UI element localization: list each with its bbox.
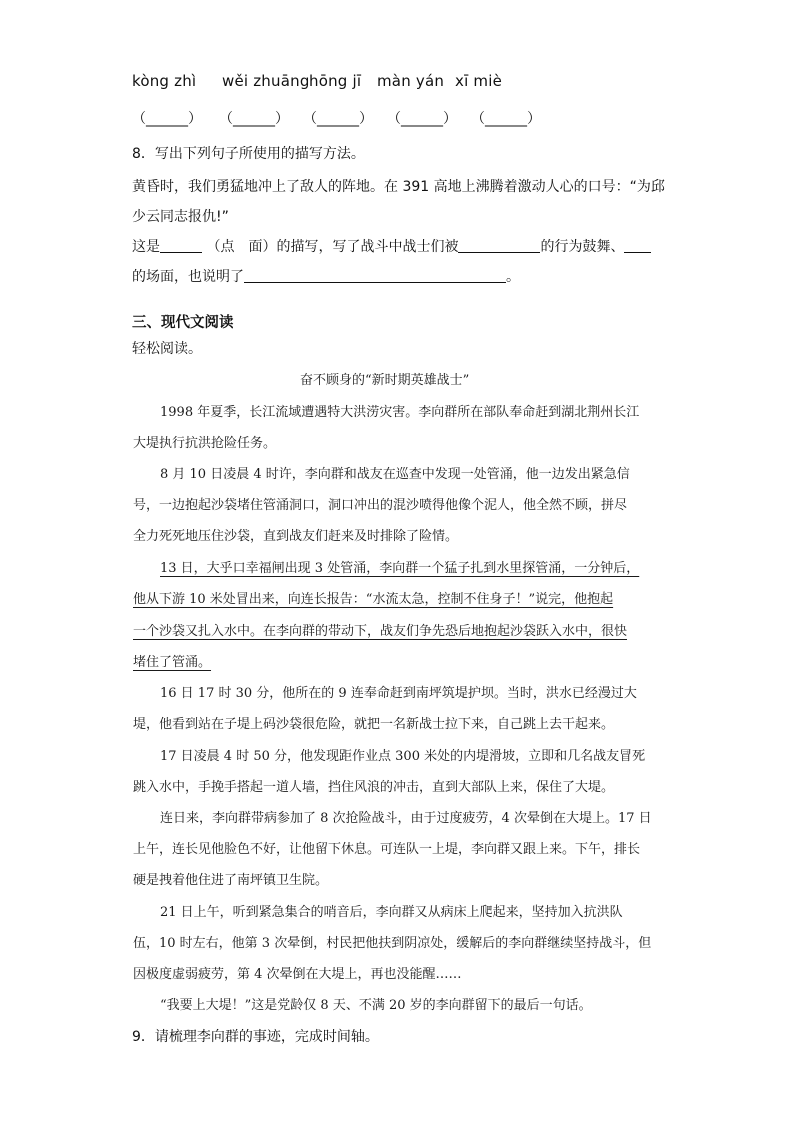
section-intro: 轻松阅读。 <box>132 341 202 357</box>
question-9-title: 9．请梳理李向群的事迹，完成时间轴。 <box>132 1029 379 1045</box>
story-line: 大堤执行抗洪抢险任务。 <box>133 436 277 451</box>
question-8-sentence-line1: 黄昏时，我们勇猛地冲上了敌人的阵地。在 391 高地上沸腾着激动人心的口号：“为邱 <box>132 179 665 195</box>
pinyin-5: xī miè <box>455 72 503 90</box>
answer-blank-2[interactable]: （______） <box>219 111 289 127</box>
pinyin-1: kòng zhì <box>132 72 197 90</box>
pinyin-4: màn yán <box>377 72 445 90</box>
story-line: 号，一边抱起沙袋堵住管涌洞口，洞口冲出的混沙喷得他像个泥人，他全然不顾，拼尽 <box>133 498 628 513</box>
story-line-underlined: 堵住了管涌。 <box>133 655 212 670</box>
fill-blank-4[interactable] <box>244 268 506 283</box>
pinyin-3: hōng jī <box>309 72 362 90</box>
question-8-fill-line1 <box>132 236 651 256</box>
answer-blank-4[interactable]: （______） <box>387 111 457 127</box>
story-line: 堤，他看到站在子堤上码沙袋很危险，就把一名新战士拉下来，自己跳上去干起来。 <box>133 717 615 732</box>
answer-blank-3[interactable]: （______） <box>303 111 373 127</box>
story-title: 奋不顾身的“新时期英雄战士” <box>300 373 470 388</box>
question-8-sentence-line2: 少云同志报仇!” <box>132 209 229 225</box>
story-line-underlined: 他从下游 10 米处冒出来，向连长报告：“水流太急，控制不住身子！”说完，他抱起 <box>133 592 614 607</box>
fill-blank-3[interactable] <box>624 238 651 253</box>
story-line: 全力死死地压住沙袋，直到战友们赶来及时排除了险情。 <box>133 529 459 544</box>
fill-blank-2[interactable] <box>458 238 540 253</box>
section-heading: 三、现代文阅读 <box>132 315 234 331</box>
story-line: 1998 年夏季，长江流域遭遇特大洪涝灾害。李向群所在部队奉命赶到湖北荆州长江 <box>160 405 640 420</box>
fill-text-a: 这是 <box>132 239 160 255</box>
answer-blank-5[interactable]: （______） <box>471 111 541 127</box>
question-8-title: 8．写出下列句子所使用的描写方法。 <box>132 146 365 162</box>
fill-text-b: （点 面）的描写，写了战斗中战士们被 <box>206 239 459 255</box>
story-line-underlined: 13 日，大乎口幸福闸出现 3 处管涌，李向群一个猛子扎到水里探管涌，一分钟后， <box>160 561 640 576</box>
story-line: 因极度虚弱疲劳，第 4 次晕倒在大堤上，再也没能醒…… <box>133 967 462 982</box>
fill-text-e: 。 <box>506 269 520 285</box>
fill-blank-1[interactable] <box>160 238 202 253</box>
story-line: 17 日凌晨 4 时 50 分，他发现距作业点 300 米处的内堤滑坡，立即和几名战友冒死 <box>160 749 646 764</box>
story-line: 21 日上午，听到紧急集合的哨音后，李向群又从病床上爬起来，坚持加入抗洪队 <box>160 905 623 920</box>
answer-blank-1[interactable]: （______） <box>132 111 202 127</box>
question-8-fill-line2 <box>132 266 520 286</box>
story-line: “我要上大堤！”这是党龄仅 8 天、不满 20 岁的李向群留下的最后一句话。 <box>160 998 592 1013</box>
story-line: 跳入水中，手挽手搭起一道人墙，挡住风浪的冲击，直到大部队上来，保住了大堤。 <box>133 780 615 795</box>
story-line: 上午，连长见他脸色不好，让他留下休息。可连队一上堤，李向群又跟上来。下午，排长 <box>133 842 641 857</box>
fill-text-d: 的场面，也说明了 <box>132 269 244 285</box>
story-line: 硬是拽着他住进了南坪镇卫生院。 <box>133 873 329 888</box>
story-line-underlined: 一个沙袋又扎入水中。在李向群的带动下，战友们争先恐后地抱起沙袋跃入水中，很快 <box>133 624 628 639</box>
story-line: 伍，10 时左右，他第 3 次晕倒，村民把他扶到阴凉处，缓解后的李向群继续坚持战斗，但 <box>133 936 652 951</box>
pinyin-2: wěi zhuāng <box>222 72 310 90</box>
story-line: 16 日 17 时 30 分，他所在的 9 连奉命赶到南坪筑堤护坝。当时，洪水已经漫过大 <box>160 686 637 701</box>
fill-text-c: 的行为鼓舞、 <box>540 239 625 255</box>
story-line: 连日来，李向群带病参加了 8 次抢险战斗，由于过度疲劳，4 次晕倒在大堤上。17 日 <box>160 811 652 826</box>
story-line: 8 月 10 日凌晨 4 时许，李向群和战友在巡查中发现一处管涌，他一边发出紧急信 <box>160 467 630 482</box>
